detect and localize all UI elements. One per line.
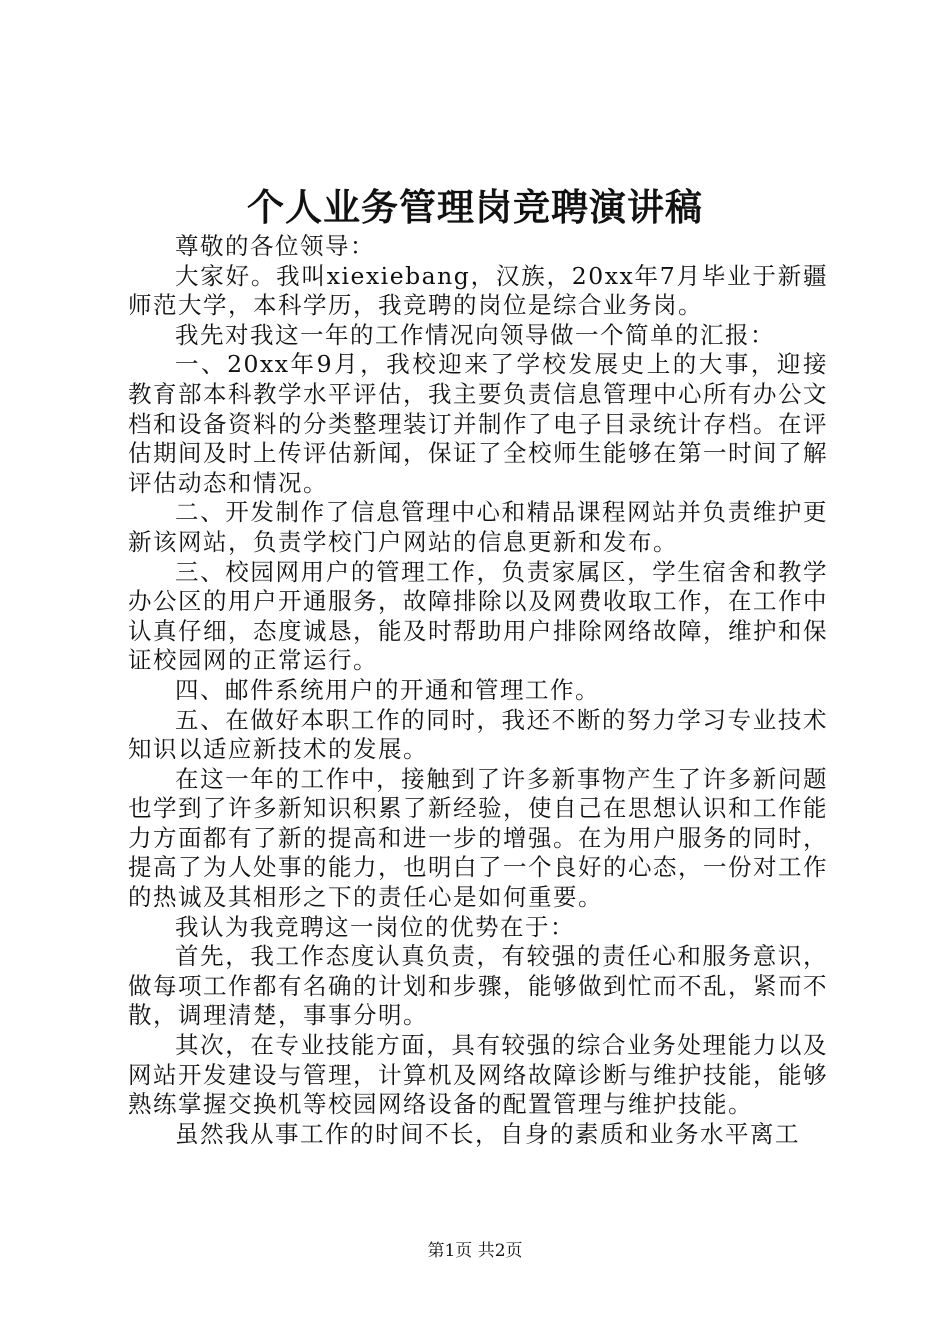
paragraph-advantage-second: 其次，在专业技能方面，具有较强的综合业务处理能力以及网站开发建设与管理，计算机及网络故障诊断与维护技能，能够熟练掌握交换机等校园网络设备的配置管理与维护技能。: [128, 1031, 828, 1119]
paragraph-advantage-first: 首先，我工作态度认真负责，有较强的责任心和服务意识，做每项工作都有名确的计划和步骤，能够做到忙而不乱，紧而不散，调理清楚，事事分明。: [128, 942, 828, 1030]
paragraph-item-4: 四、邮件系统用户的开通和管理工作。: [175, 675, 600, 704]
paragraph-year-summary: 在这一年的工作中，接触到了许多新事物产生了许多新问题也学到了许多新知识积累了新经验，使自己在思想认识和工作能力方面都有了新的提高和进一步的增强。在为用户服务的同时，提高了为人处事的能力，也明白了一个良好的心态，一份对工作的热诚及其相形之下的责任心是如何重要。: [128, 764, 828, 912]
paragraph-salutation: 尊敬的各位领导：: [175, 232, 375, 260]
paragraph-item-5: 五、在做好本职工作的同时，我还不断的努力学习专业技术知识以适应新技术的发展。: [128, 705, 828, 764]
paragraph-item-3: 三、校园网用户的管理工作，负责家属区，学生宿舍和教学办公区的用户开通服务，故障排除以及网费收取工作，在工作中认真仔细，态度诚恳，能及时帮助用户排除网络故障，维护和保证校园网的正常运行。: [128, 557, 828, 675]
document-body: [128, 232, 828, 1149]
paragraph-item-2: 二、开发制作了信息管理中心和精品课程网站并负责维护更新该网站，负责学校门户网站的信息更新和发布。: [128, 498, 828, 556]
page-number-footer: 第1页 共2页: [427, 1241, 523, 1261]
paragraph-closing-start: 虽然我从事工作的时间不长，自身的素质和业务水平离工: [175, 1119, 800, 1148]
paragraph-advantages-lead: 我认为我竞聘这一岗位的优势在于：: [175, 912, 575, 941]
paragraph-report-lead: 我先对我这一年的工作情况向领导做一个简单的汇报：: [175, 320, 775, 349]
paragraph-item-1: 一、20xx年9月，我校迎来了学校发展史上的大事，迎接教育部本科教学水平评估，我主要负责信息管理中心所有办公文档和设备资料的分类整理装订并制作了电子目录统计存档。在评估期间及时上传评估新闻，保证了全校师生能够在第一时间了解评估动态和情况。: [128, 350, 828, 497]
document-title: 个人业务管理岗竞聘演讲稿: [247, 185, 703, 229]
paragraph-introduction: 大家好。我叫xiexiebang，汉族，20xx年7月毕业于新疆师范大学，本科学历，我竞聘的岗位是综合业务岗。: [128, 261, 828, 320]
